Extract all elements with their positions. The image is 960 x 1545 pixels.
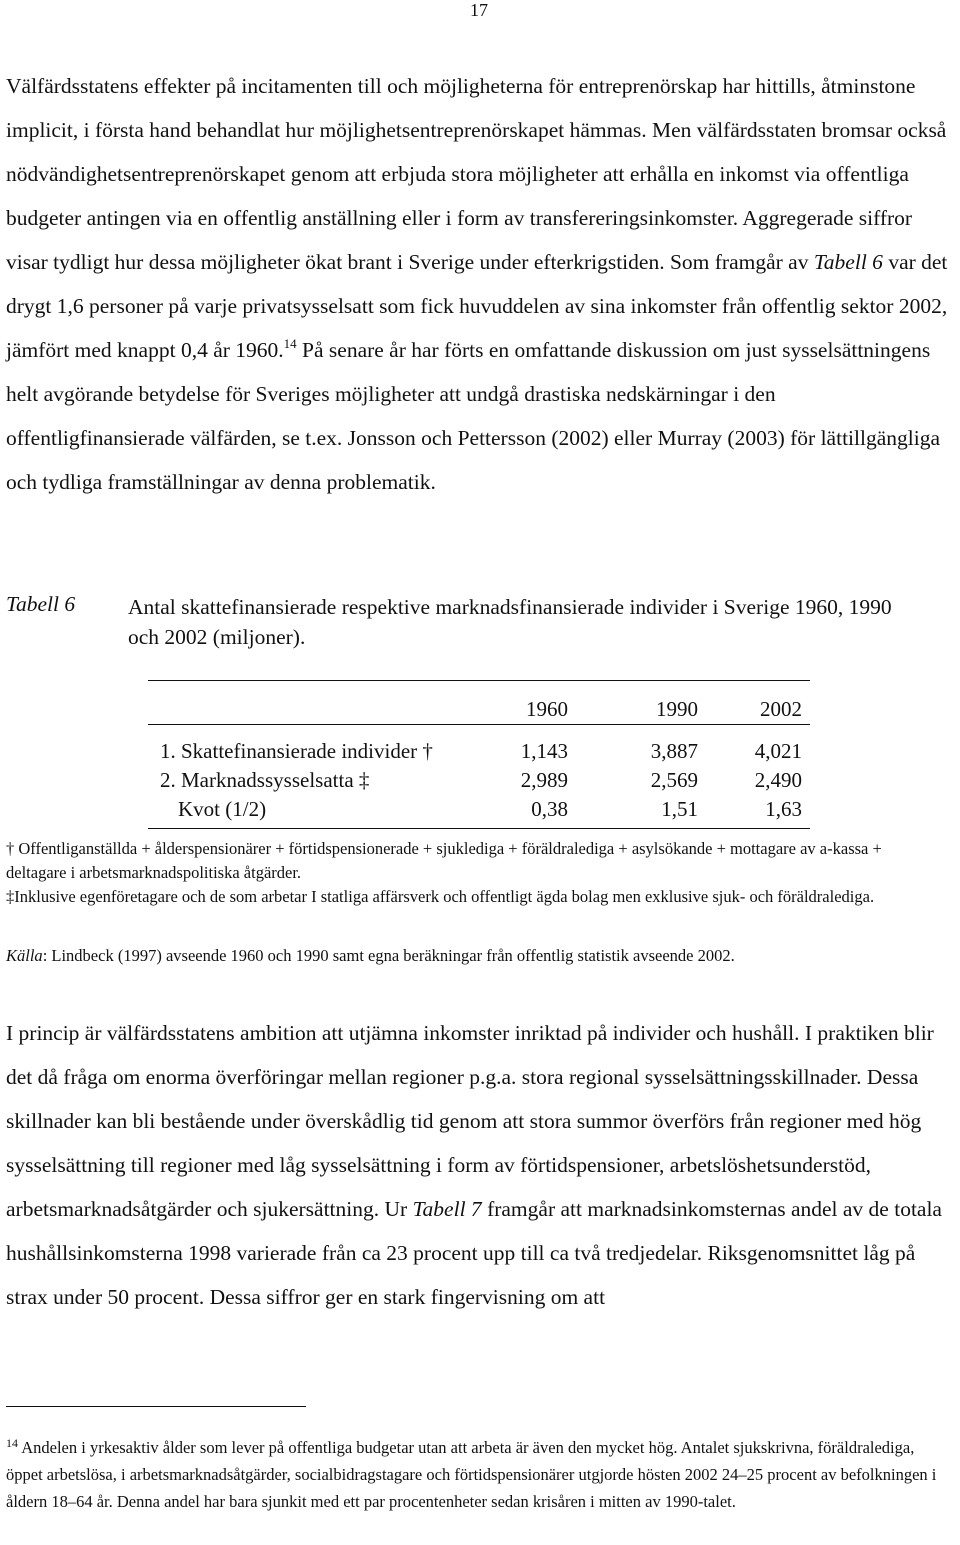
- table-cell: 2,490: [754, 768, 802, 792]
- table-cell: 0,38: [531, 797, 568, 821]
- table-row-label: 1. Skattefinansierade individer †: [160, 739, 433, 763]
- table-cell: 1,51: [661, 797, 698, 821]
- table-cell: 4,021: [754, 739, 802, 763]
- table-caption-text: Antal skattefinansierade respektive marknadsfinansierade individer i Sverige 1960, 1990 och 2002 (miljoner).: [128, 595, 892, 649]
- body-paragraph-1: [6, 64, 954, 504]
- para2-text-1: I princip är välfärdsstatens ambition att utjämna inkomster inriktad på individer och hushåll. I praktiken blir det då fråga om enorma överföringar mellan regioner p.g.a. stora regional sysselsättningsskillnader. Dessa skillnader kan bli bestående under överskådlig tid genom att stora summor överförs från regioner med hög sysselsättning till regioner med låg sysselsättning i form av förtidspensioner, arbetslöshetsunderstöd, arbetsmarknadsåtgärder och sjukersättning. Ur: [6, 1021, 934, 1221]
- footnote-number: 14: [6, 1436, 18, 1450]
- table-cell: 1,143: [520, 739, 568, 763]
- year-header-1990: 1990: [656, 697, 698, 721]
- body-paragraph-2: [6, 1011, 954, 1319]
- table-6-reference: Tabell 6: [813, 250, 883, 274]
- table-cell: 2,989: [520, 768, 568, 792]
- year-header-2002: 2002: [760, 697, 802, 721]
- footnote-separator: [6, 1406, 306, 1407]
- footnote-marker-14[interactable]: 14: [283, 336, 297, 351]
- table-note-dagger: † Offentliganställda + ålderspensionärer + förtidspensionerade + sjuklediga + föräldralediga + asylsökande + mottagare av a-kassa + deltagare i arbetsmarknadspolitiska åtgärder.: [6, 839, 882, 882]
- page-number: 17: [470, 0, 488, 20]
- table-row-label: Kvot (1/2): [178, 797, 267, 821]
- table-label: Tabell 6: [6, 592, 76, 616]
- source-label: Källa: [6, 946, 43, 965]
- table-header-rule: [148, 724, 810, 725]
- year-header-1960: 1960: [526, 697, 568, 721]
- table-cell: 2,569: [650, 768, 698, 792]
- table-bottom-rule: [148, 828, 810, 829]
- para1-text-1: Välfärdsstatens effekter på incitamenten till och möjligheterna för entreprenörskap har hittills, åtminstone implicit, i första hand behandlat hur möjlighetsentreprenörskapet hämmas. Men välfärdsstaten bromsar också nödvändighetsentreprenörskapet genom att erbjuda stora möjligheter att erhålla en inkomst via offentliga budgeter antingen via en offentlig anställning eller i form av transfereringsinkomster. Aggregerade siffror visar tydligt hur dessa möjligheter ökat brant i Sverige under efterkrigstiden. Som framgår av: [6, 74, 947, 274]
- para2-text-2: framgår att marknadsinkomsternas andel av de totala hushållsinkomsterna 1998 varierade från ca 23 procent upp till ca två tredjedelar. Riksgenomsnittet låg på strax under 50 procent. Dessa siffror ger en stark fingervisning om att: [6, 1197, 942, 1309]
- table-source: [6, 944, 946, 968]
- footnote-text: Andelen i yrkesaktiv ålder som lever på offentliga budgetar utan att arbeta är även den mycket hög. Antalet sjukskrivna, föräldralediga, öppet arbetslösa, i arbetsmarknadsåtgärder, socialbidragstagare och förtidspensionärer utgjorde hösten 2002 24–25 procent av befolkningen i åldern 18–64 år. Denna andel har bara sjunkit med ett par procentenheter sedan krisåren i mitten av 1990-talet.: [6, 1438, 937, 1511]
- footnote-14: [6, 1434, 946, 1515]
- source-text: : Lindbeck (1997) avseende 1960 och 1990 samt egna beräkningar från offentlig statistik avseende 2002.: [42, 946, 735, 965]
- para1-text-3: På senare år har förts en omfattande diskussion om just sysselsättningens helt avgörande betydelse för Sveriges möjligheter att undgå drastiska nedskärningar i den offentligfinansierade välfärden, se t.ex. Jonsson och Pettersson (2002) eller Murray (2003) för lättillgängliga och tydliga framställningar av denna problematik.: [6, 338, 940, 494]
- para1-text-2: var det drygt 1,6 personer på varje privatsysselsatt som fick huvuddelen av sina inkomster från offentlig sektor 2002, jämfört med knappt 0,4 år 1960.: [6, 250, 948, 362]
- table-cell: 1,63: [765, 797, 802, 821]
- table-7-reference: Tabell 7: [412, 1197, 482, 1221]
- table-note-double-dagger: ‡Inklusive egenföretagare och de som arbetar I statliga affärsverk och offentligt ägda bolag men exklusive sjuk- och föräldralediga.: [6, 887, 875, 906]
- table-cell: 3,887: [650, 739, 698, 763]
- table-row-label: 2. Marknadssysselsatta ‡: [160, 768, 370, 792]
- table-top-rule: [148, 680, 810, 681]
